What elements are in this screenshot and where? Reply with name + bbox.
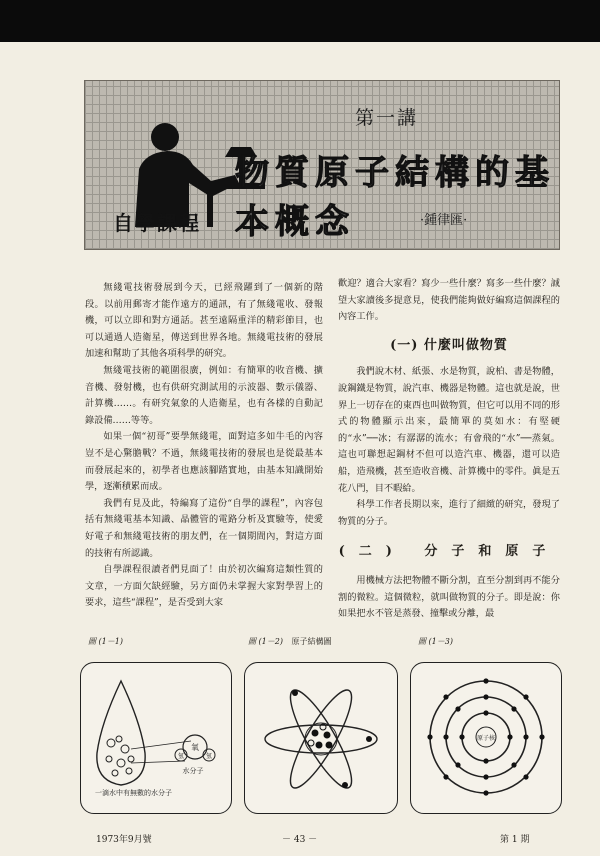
paragraph: 無綫電技術發展到今天，已經飛躍到了一個新的階段。以前用郵寄才能作遠方的通訊，有了無綫電收、發報機，可以立即和對方通話。甚至遠隔重洋的精彩節目，也可以通過人造衛星，傳送到世界各地。無綫電技術的發展加速和幫助了其他各項科學的研究。	[85, 282, 323, 360]
figure-caption	[248, 636, 332, 647]
figure-caption: 圖 (1－3)	[418, 637, 453, 646]
section-heading: (二) 分子和原子	[338, 544, 560, 560]
paragraph: 自學課程很讀者們見面了！由於初次編寫這類性質的文章，一方面欠缺經驗，另方面仍未掌握大家對學習上的要求，這些“課程”，是否受到大家	[85, 564, 323, 609]
figure-caption: 圖 (1－1)	[88, 637, 123, 646]
paragraph: 歡迎？適合大家看？寫少一些什麼？寫多一些什麼？誠望大家讀後多提意見，使我們能夠做好編寫這個課程的內容工作。	[338, 278, 560, 323]
article-title: 物質原子結構的基本概念	[235, 153, 555, 242]
text-column-left	[85, 280, 323, 612]
issue-number: 第 1 期	[500, 835, 530, 845]
electron-shell-diagram	[411, 663, 561, 813]
scan-top-border	[0, 0, 600, 42]
text-column-right	[338, 276, 560, 623]
issue-date: 1973年9月號	[96, 835, 152, 845]
nucleus-label: 原子核	[476, 735, 496, 742]
course-label: 自學課程	[113, 211, 201, 235]
paragraph: 科學工作者長期以來，進行了細緻的研究，發現了物質的分子。	[338, 499, 560, 527]
paragraph: 用機械方法把物體不斷分割，直至分割到再不能分割的微粒。這個微粒，就叫做物質的分子。即是說：你如果把水不管是蒸發、撞擊或分離，最	[338, 574, 560, 620]
paragraph: 我們有見及此，特編寫了這份“自學的課程”，內容包括有無綫電基本知識、晶體管的電路分析及實驗等，使愛好電子和無綫電技術的朋友們，在一個期間內，對這方面的技術有所認識。	[85, 497, 323, 559]
article-banner	[84, 80, 560, 250]
hydrogen-label: 氫	[205, 753, 213, 760]
figure-atomic-structure	[244, 662, 398, 814]
figure-electron-shells	[410, 662, 562, 814]
water-molecule-label: 水分子	[182, 767, 204, 775]
section-heading: (一) 什麼叫做物質	[390, 337, 508, 353]
page-number: － 43 －	[282, 835, 318, 845]
paragraph: 我們說木材、紙張、水是物質，說柏、書是物體，說鋼鐵是物質，說汽車、機器是物體。這也就是說，世界上一切存在的東西也叫做物質，但它可以用不同的形式的物體顯示出來，最簡單的莫如水：有堅硬的“水”──冰；有潺潺的流水；有會飛的“水”──蒸氣。這也可聯想起鋼材不但可以造汽車、機器，還可以造船，造飛機，甚至造收音機、計算機中的零件。眞是五花八門，目不暇給。	[338, 366, 560, 494]
water-drop-label: 一滴水中有無數的水分子	[95, 789, 172, 797]
water-drop-diagram	[81, 663, 231, 813]
figure-caption-number: 圖 (1－2)	[248, 637, 283, 646]
author-name: ·鍾律匯·	[420, 213, 468, 228]
lecture-number: 第一講	[355, 107, 419, 129]
paragraph: 無綫電技術的範圍很廣，例如：有簡單的收音機、擴音機、發射機，也有供研究測試用的示波器、數示儀器、計算機……。有研究氣象的人造衛星，也有各樣的自動記錄設備……等等。	[85, 364, 323, 426]
oxygen-label: 氧	[191, 743, 199, 752]
atomic-orbit-diagram	[245, 663, 397, 813]
figure-water-molecule	[80, 662, 232, 814]
hydrogen-label: 氫	[177, 753, 185, 760]
figure-subtitle: 原子結構圖	[291, 637, 332, 646]
paragraph: 如果一個“初哥”要學無綫電，面對這多如牛毛的內容豈不是心驚膽戰？不過，無綫電技術的發展也是從最基本而發展起來的，初學者也應該腳踏實地，由基本知識開始學，逐漸積累而成。	[85, 431, 323, 493]
